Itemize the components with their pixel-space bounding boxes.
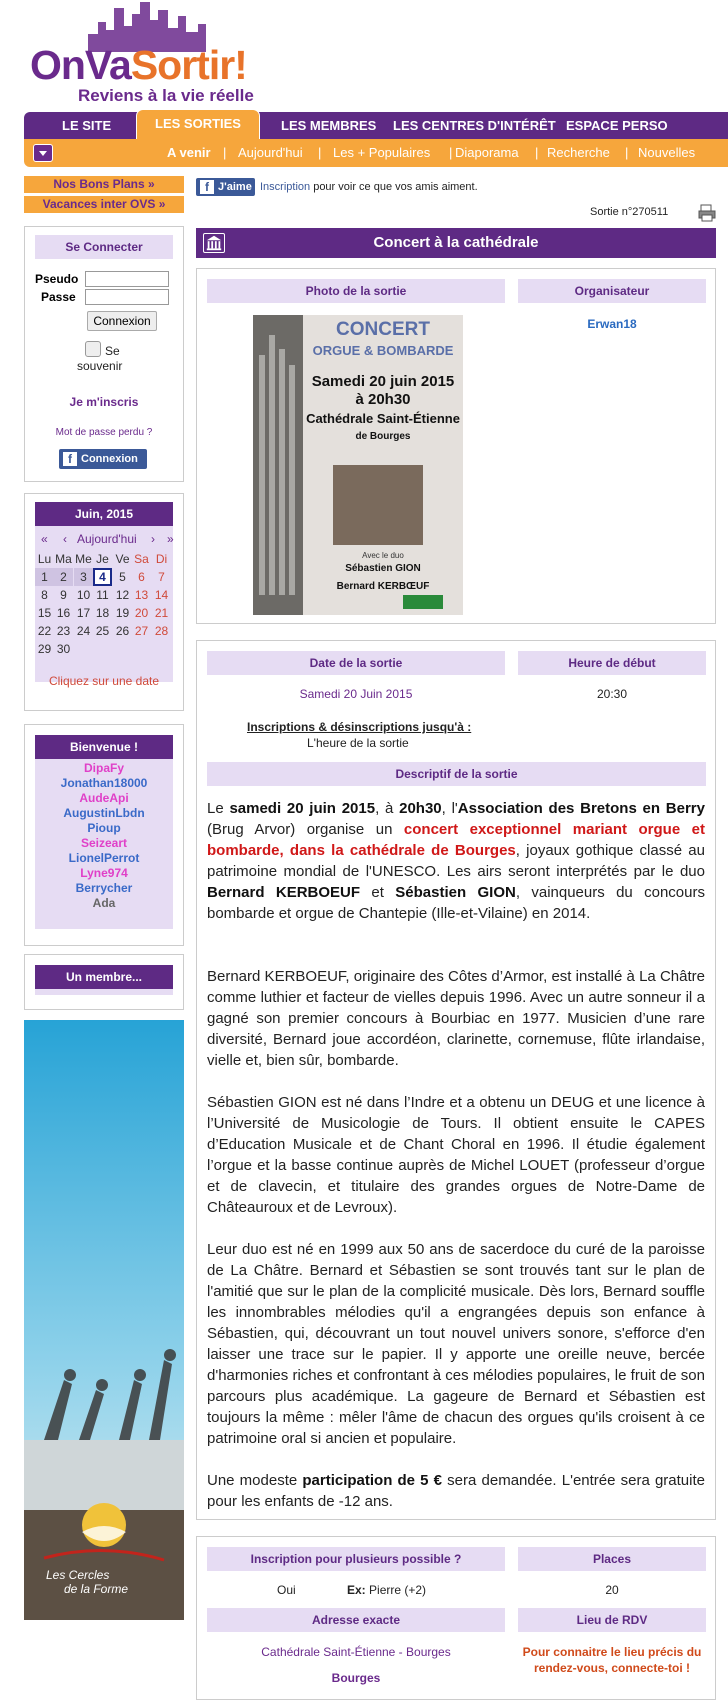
remember-checkbox[interactable] bbox=[85, 341, 101, 357]
member-link[interactable]: DipaFy bbox=[83, 761, 124, 775]
rdv-header: Lieu de RDV bbox=[518, 1608, 706, 1632]
event-title: Concert à la cathédrale bbox=[373, 234, 539, 251]
places-header: Places bbox=[518, 1547, 706, 1571]
cal-weekday: Je bbox=[96, 552, 109, 566]
nav-le-site[interactable]: LE SITE bbox=[62, 118, 112, 133]
member-box bbox=[24, 954, 184, 1010]
subnav-a-venir[interactable]: A venir bbox=[167, 145, 211, 160]
poster-l5: Cathédrale Saint-Étienne bbox=[306, 411, 460, 426]
cal-day[interactable]: 8 bbox=[41, 588, 48, 602]
p1-time: 20h30 bbox=[399, 800, 442, 817]
cal-day[interactable]: 3 bbox=[74, 568, 93, 586]
member-box-body bbox=[35, 989, 173, 995]
details-panel bbox=[196, 640, 716, 1520]
facebook-login-button[interactable] bbox=[59, 449, 147, 469]
example-label: Ex: bbox=[347, 1583, 366, 1597]
subnav-diaporama[interactable]: Diaporama bbox=[455, 145, 519, 160]
cal-day[interactable]: 5 bbox=[119, 570, 126, 584]
register-link[interactable]: Je m'inscris bbox=[69, 395, 139, 409]
cal-weekday: Sa bbox=[134, 552, 149, 566]
date-value: Samedi 20 Juin 2015 bbox=[299, 687, 413, 701]
cal-day[interactable]: 21 bbox=[154, 606, 169, 620]
ad-banner[interactable] bbox=[24, 1020, 184, 1620]
description-header: Descriptif de la sortie bbox=[207, 762, 706, 786]
p1-kerboeuf: Bernard KERBOEUF bbox=[207, 884, 361, 901]
description-p2: Bernard KERBOEUF, originaire des Côtes d’Armor, est installé à La Châtre comme luthier et facteur de vielles depuis 1996. Avec un autre sonneur il a gagné son premier concours à Bourbiac en 1977. Musicien d’une rare diversité, Bernard joue accordéon, clarinette, cornemuse, flûte irlandaise, vielle et, bien sûr, bombarde. bbox=[207, 968, 705, 1069]
pseudo-label: Pseudo bbox=[35, 272, 79, 286]
cal-prev-month[interactable]: ‹ bbox=[63, 532, 67, 546]
cal-day[interactable]: 13 bbox=[134, 588, 149, 602]
subnav-nouvelles[interactable]: Nouvelles bbox=[638, 145, 696, 160]
cal-day[interactable]: 12 bbox=[115, 588, 130, 602]
cal-day[interactable]: 15 bbox=[37, 606, 52, 620]
menu-dropdown-icon[interactable] bbox=[33, 144, 53, 162]
inscription-deadline-value: L'heure de la sortie bbox=[307, 736, 409, 750]
p1-i: , joyaux gothique classé au patrimoine mondial de l'UNESCO. Les airs seront interprétés par le duo bbox=[207, 842, 705, 880]
member-link[interactable]: Ada bbox=[92, 896, 116, 910]
cal-next-month[interactable]: › bbox=[151, 532, 155, 546]
cal-day[interactable]: 14 bbox=[154, 588, 169, 602]
facebook-login-label: Connexion bbox=[81, 453, 138, 465]
cal-day[interactable]: 17 bbox=[76, 606, 91, 620]
cal-day[interactable]: 18 bbox=[95, 606, 110, 620]
cal-day[interactable]: 22 bbox=[37, 624, 52, 638]
organizer-link[interactable]: Erwan18 bbox=[587, 317, 637, 331]
pseudo-input[interactable] bbox=[85, 271, 169, 287]
poster-l6: de Bourges bbox=[355, 431, 411, 442]
logo-brand-a: OnVa bbox=[30, 42, 131, 88]
event-poster[interactable] bbox=[253, 315, 463, 615]
calendar-hint: Cliquez sur une date bbox=[48, 674, 160, 688]
p1-date: samedi 20 juin 2015 bbox=[229, 800, 376, 817]
member-link[interactable]: Pioup bbox=[87, 821, 121, 835]
welcome-title: Bienvenue ! bbox=[35, 735, 173, 759]
organizer-header: Organisateur bbox=[518, 279, 706, 303]
p1-association: Association des Bretons en Berry bbox=[457, 800, 705, 817]
cal-next-year[interactable]: » bbox=[167, 532, 174, 546]
cal-day[interactable]: 16 bbox=[56, 606, 71, 620]
nav-espace-perso[interactable]: ESPACE PERSO bbox=[566, 118, 668, 133]
cal-day[interactable]: 28 bbox=[154, 624, 169, 638]
photo-header: Photo de la sortie bbox=[207, 279, 505, 303]
description-p5 bbox=[207, 1470, 705, 1512]
cal-day[interactable]: 25 bbox=[95, 624, 110, 638]
date-header: Date de la sortie bbox=[207, 651, 505, 675]
like-text-rest: pour voir ce que vos amis aiment. bbox=[310, 181, 478, 193]
p1-c: , à bbox=[375, 800, 400, 817]
cal-today-link[interactable]: Aujourd'hui bbox=[77, 532, 137, 546]
nav-les-membres[interactable]: LES MEMBRES bbox=[281, 118, 377, 133]
member-link[interactable]: Jonathan18000 bbox=[60, 776, 148, 790]
calendar bbox=[35, 502, 174, 688]
ad-line-1: Les Cercles bbox=[46, 1568, 110, 1582]
p1-highlight: concert exceptionnel mariant orgue et bombarde, dans la cathédrale de Bourges bbox=[207, 821, 705, 859]
rdv-value-1: Pour connaitre le lieu précis du bbox=[522, 1645, 702, 1659]
subnav-separator: | bbox=[625, 145, 629, 160]
subnav-recherche[interactable]: Recherche bbox=[547, 145, 610, 160]
like-label: J'aime bbox=[218, 181, 252, 193]
cal-day[interactable]: 7 bbox=[158, 570, 165, 584]
time-value: 20:30 bbox=[596, 687, 628, 701]
info-panel bbox=[196, 1536, 716, 1700]
p1-gion: Sébastien GION bbox=[395, 884, 516, 901]
nav-les-sorties[interactable]: LES SORTIES bbox=[136, 109, 260, 139]
cal-day[interactable]: 10 bbox=[76, 588, 91, 602]
inscription-deadline-label: Inscriptions & désinscriptions jusqu'à : bbox=[247, 720, 472, 734]
member-box-title: Un membre... bbox=[35, 965, 173, 989]
subnav-separator: | bbox=[535, 145, 539, 160]
p5-a: Une modeste bbox=[207, 1472, 303, 1489]
site-logo[interactable] bbox=[26, 0, 266, 112]
passe-label: Passe bbox=[41, 290, 76, 304]
sortie-number: Sortie n°270511 bbox=[590, 206, 669, 218]
cal-day[interactable]: 20 bbox=[134, 606, 149, 620]
multi-inscription-value: Oui bbox=[277, 1583, 296, 1597]
member-link[interactable]: Seizeart bbox=[80, 836, 128, 850]
cal-day[interactable]: 19 bbox=[115, 606, 130, 620]
cal-day[interactable]: 27 bbox=[134, 624, 149, 638]
subnav-aujourdhui[interactable]: Aujourd'hui bbox=[238, 145, 303, 160]
logo-brand-b: Sortir! bbox=[130, 42, 247, 88]
places-value: 20 bbox=[605, 1583, 619, 1597]
facebook-icon: f bbox=[200, 180, 214, 194]
poster-l4: à 20h30 bbox=[355, 391, 411, 408]
subnav-separator: | bbox=[449, 145, 453, 160]
print-icon[interactable] bbox=[698, 204, 716, 222]
member-link[interactable]: LionelPerrot bbox=[68, 851, 140, 865]
cal-day[interactable]: 4 bbox=[93, 568, 112, 586]
description-p4: Leur duo est né en 1999 aux 50 ans de sacerdoce du curé de la paroisse de La Châtre. Bernard et Sébastien se sont trouvés tant sur le plan de l'amitié que sur le plan de la complicité musicale. Dès lors, Bernard souffle les innombrables mélodies qu'il a engrangées depuis son enfance à Sébastien, qui, découvrant un tout nouvel univers sonore, s'efforce d'en laisser une trace sur le papier. Il y apporte une oreille neuve, bercée d'harmonies riches et confrontant à ces mélodies populaires, le fruit de son parcours plus académique. La gageure de Bernard et Sébastien est toujours la même : mêler l'âme de chacun des orgues qu'ils croisent à ce patrimoine oral si ancien et populaire. bbox=[207, 1241, 705, 1447]
fitness-ad-image bbox=[24, 1020, 184, 1620]
poster-l8: Sébastien GION bbox=[345, 563, 421, 574]
cal-weekday: Me bbox=[75, 552, 92, 566]
subnav-separator: | bbox=[223, 145, 227, 160]
vacances-button[interactable]: Vacances inter OVS » bbox=[24, 196, 184, 213]
logo-brand bbox=[30, 42, 247, 89]
member-link[interactable]: Lyne974 bbox=[80, 866, 128, 880]
lost-password-link[interactable]: Mot de passe perdu ? bbox=[55, 427, 153, 438]
remember-label-a: Se bbox=[105, 344, 120, 358]
member-link[interactable]: Berrycher bbox=[75, 881, 133, 895]
subnav-separator: | bbox=[318, 145, 322, 160]
cal-day[interactable]: 26 bbox=[115, 624, 130, 638]
password-input[interactable] bbox=[85, 289, 169, 305]
login-box bbox=[24, 226, 184, 482]
p5-price: participation de 5 € bbox=[302, 1472, 443, 1489]
facebook-icon: f bbox=[63, 452, 77, 466]
facebook-like-row bbox=[196, 178, 716, 198]
city-value[interactable]: Bourges bbox=[331, 1671, 381, 1685]
address-header: Adresse exacte bbox=[207, 1608, 505, 1632]
member-link[interactable]: AudeApi bbox=[79, 791, 129, 805]
member-link[interactable]: AugustinLbdn bbox=[63, 806, 145, 820]
cal-day[interactable]: 1 bbox=[35, 568, 54, 586]
poster-l3: Samedi 20 juin 2015 bbox=[311, 373, 455, 390]
p1-a: Le bbox=[207, 800, 230, 817]
multi-inscription-header: Inscription pour plusieurs possible ? bbox=[207, 1547, 505, 1571]
p1-m: , vainqueurs du concours bombarde et orgue de Chantepie (Ille-et-Vilaine) en 2014. bbox=[207, 884, 705, 922]
cal-day[interactable]: 2 bbox=[54, 568, 73, 586]
like-inscription-link[interactable]: Inscription bbox=[260, 181, 311, 193]
example-value: Pierre (+2) bbox=[365, 1583, 427, 1597]
ad-line-2: de la Forme bbox=[64, 1582, 129, 1596]
cal-day[interactable]: 9 bbox=[60, 588, 67, 602]
multi-example bbox=[347, 1583, 426, 1597]
cal-day[interactable]: 23 bbox=[56, 624, 71, 638]
facebook-like-button[interactable] bbox=[196, 178, 255, 196]
p1-k: et bbox=[360, 884, 396, 901]
poster-l1: CONCERT bbox=[336, 319, 430, 340]
cal-weekday: Ma bbox=[55, 552, 72, 566]
calendar-box bbox=[24, 493, 184, 711]
cal-day[interactable]: 30 bbox=[56, 642, 71, 656]
photo-panel bbox=[196, 268, 716, 624]
poster-l9: Bernard KERBŒUF bbox=[336, 581, 430, 592]
sub-nav bbox=[24, 139, 728, 167]
p1-e: , l' bbox=[441, 800, 458, 817]
address-value[interactable]: Cathédrale Saint-Étienne - Bourges bbox=[261, 1645, 451, 1659]
calendar-title: Juin, 2015 bbox=[35, 502, 173, 526]
monument-icon bbox=[203, 233, 225, 253]
p5-c: sera demandée. L'entrée sera gratuite pour les enfants de -12 ans. bbox=[207, 1472, 705, 1510]
welcome-box bbox=[24, 724, 184, 946]
like-text bbox=[260, 181, 478, 193]
cal-day[interactable]: 6 bbox=[138, 570, 145, 584]
logo-tagline: Reviens à la vie réelle bbox=[78, 86, 254, 105]
subnav-populaires[interactable]: Les + Populaires bbox=[333, 145, 431, 160]
login-button[interactable]: Connexion bbox=[87, 311, 157, 331]
member-list bbox=[35, 759, 173, 929]
bons-plans-button[interactable]: Nos Bons Plans » bbox=[24, 176, 184, 193]
cal-weekday: Ve bbox=[115, 552, 130, 566]
cal-prev-year[interactable]: « bbox=[41, 532, 48, 546]
p1-g: (Brug Arvor) organise un bbox=[207, 821, 404, 838]
login-title: Se Connecter bbox=[35, 235, 173, 259]
cal-day[interactable]: 24 bbox=[76, 624, 91, 638]
event-title-bar bbox=[196, 228, 716, 258]
nav-centres-interet[interactable]: LES CENTRES D'INTÉRÊT bbox=[393, 118, 556, 133]
cal-weekday: Di bbox=[155, 552, 168, 566]
main-nav bbox=[24, 112, 728, 139]
cal-weekday: Lu bbox=[37, 552, 52, 566]
time-header: Heure de début bbox=[518, 651, 706, 675]
poster-l7: Avec le duo bbox=[362, 551, 404, 560]
poster-l2: ORGUE & BOMBARDE bbox=[312, 343, 454, 358]
remember-label-b: souvenir bbox=[77, 359, 123, 373]
cal-day[interactable]: 29 bbox=[37, 642, 52, 656]
description-p1 bbox=[207, 798, 705, 924]
description-p3: Sébastien GION est né dans l’Indre et a obtenu un DEUG et une licence à l’Université de Musicologie de Tours. Il obtient ensuite le CAPES d’Education Musicale et de Chant Choral en 1996. Il étudie également l’orgue et la basse continue auprès de Michel LOUET (professeur d’orgue et de clavecin, et titulaire des grandes orgues de Notre-Dame de Châteauroux et de Levroux). bbox=[207, 1094, 705, 1216]
rdv-value-2: rendez-vous, connecte-toi ! bbox=[533, 1661, 691, 1675]
cal-day[interactable]: 11 bbox=[96, 588, 109, 602]
